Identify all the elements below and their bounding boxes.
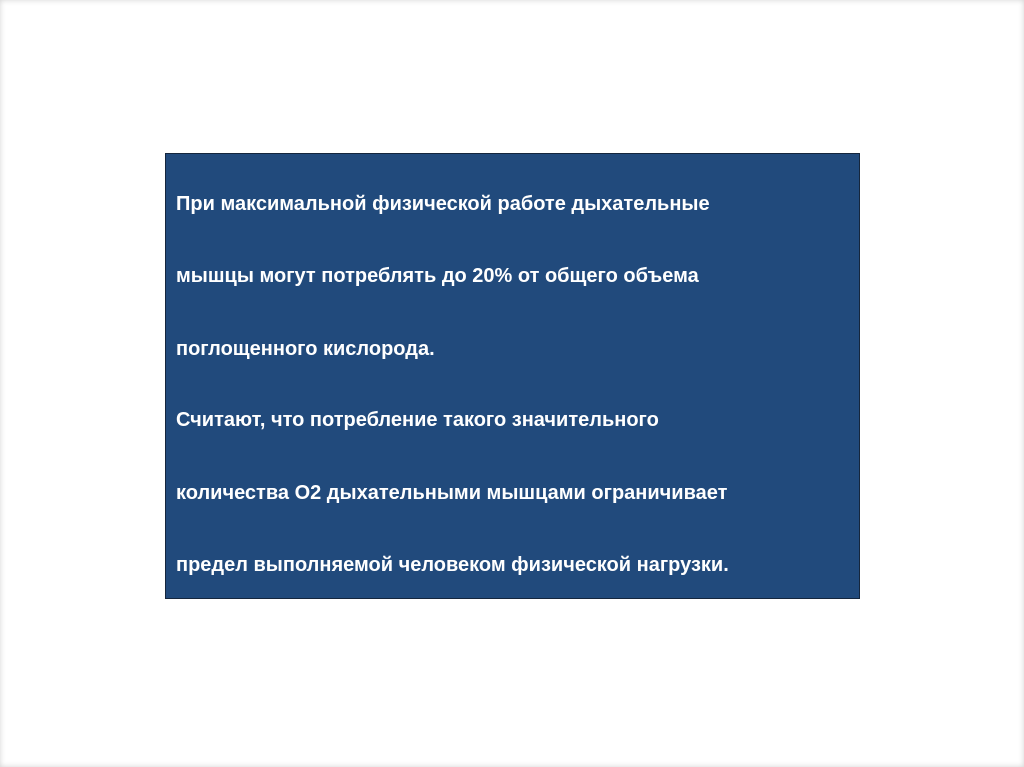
- text-box: [165, 153, 860, 599]
- text-line-4: Считают, что потребление такого значительного: [176, 409, 659, 431]
- text-line-5: количества О2 дыхательными мышцами ограничивает: [176, 482, 728, 504]
- text-line-6: предел выполняемой человеком физической нагрузки.: [176, 554, 729, 576]
- text-line-2: мышцы могут потреблять до 20% от общего объема: [176, 265, 699, 287]
- text-line-1: При максимальной физической работе дыхательные: [176, 193, 710, 215]
- text-line-3: поглощенного кислорода.: [176, 338, 435, 360]
